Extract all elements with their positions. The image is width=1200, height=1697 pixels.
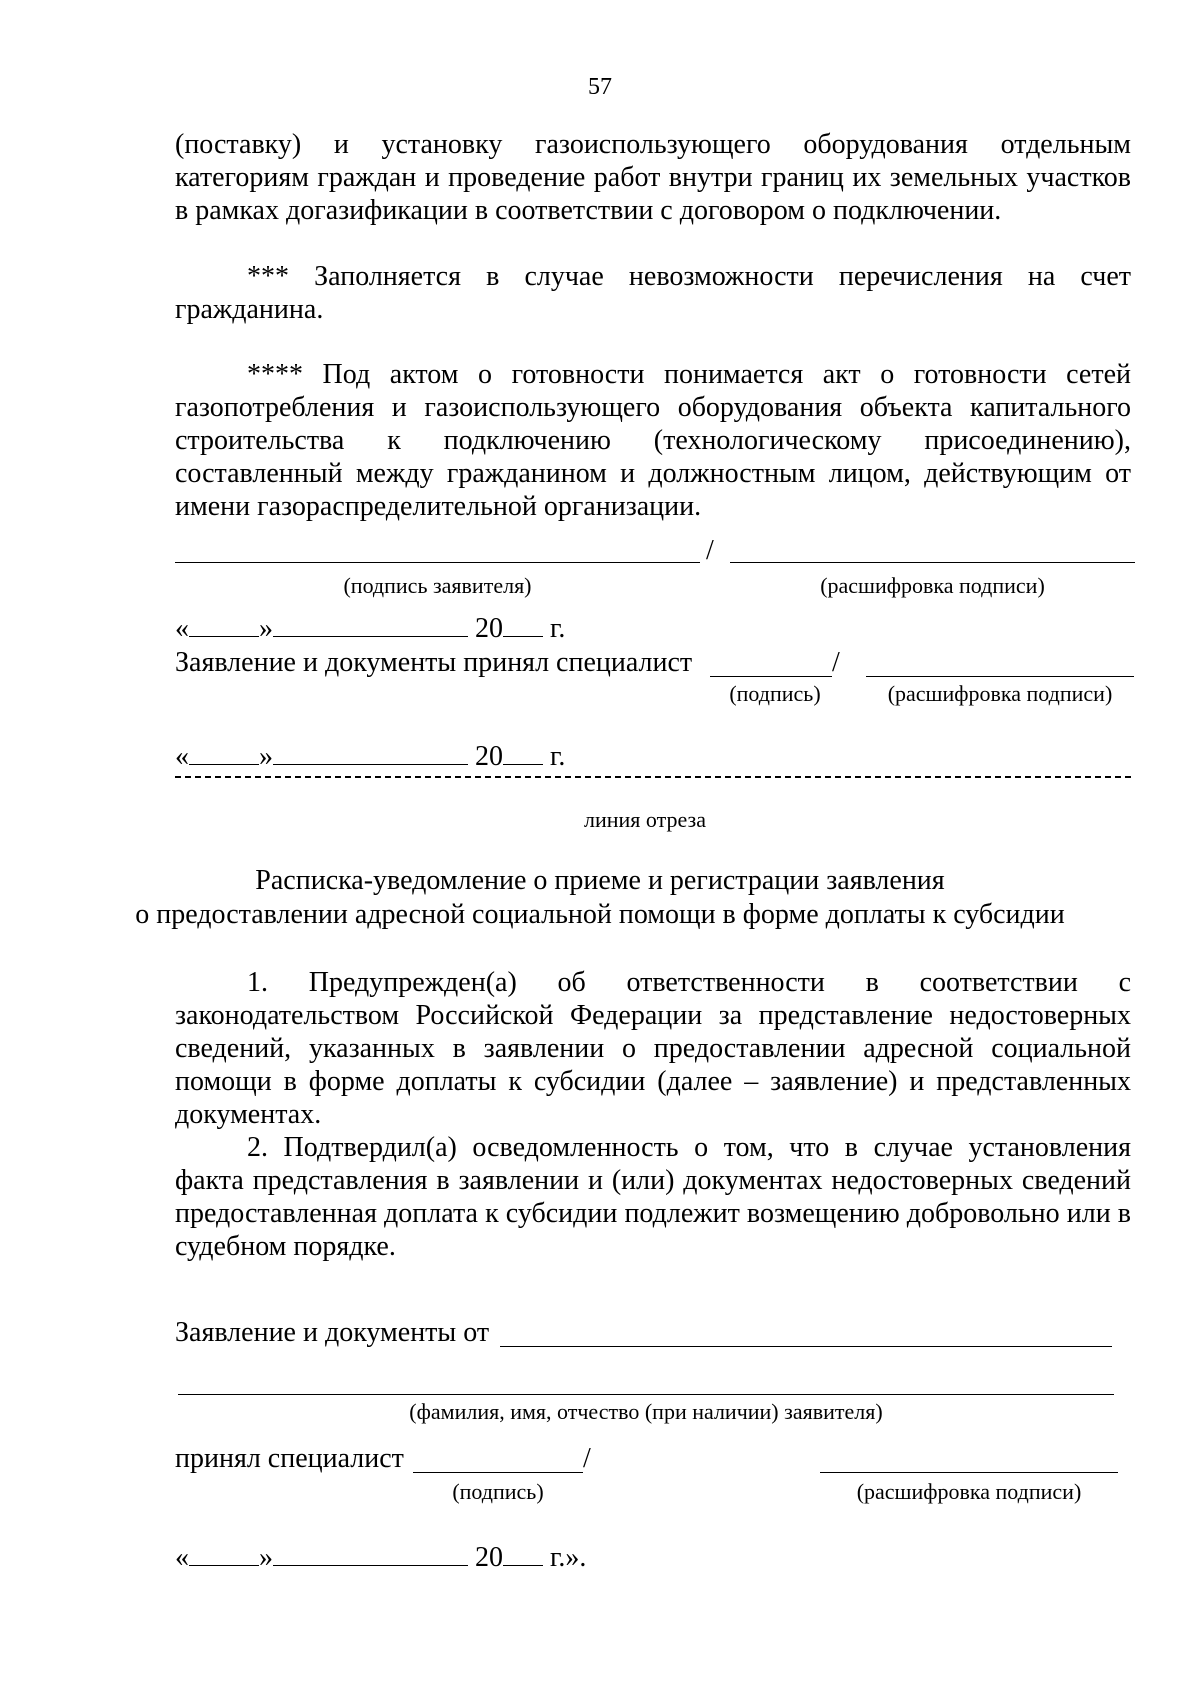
page-number: 57	[588, 74, 612, 100]
date-close-quote: »	[259, 613, 273, 644]
receipt-item-1	[175, 966, 1131, 1131]
specialist-slash: /	[583, 1443, 591, 1474]
footnote-3	[175, 260, 1131, 326]
year-suffix: г.	[550, 613, 566, 644]
cut-line	[175, 776, 1131, 778]
year-field[interactable]	[503, 612, 543, 637]
year-field[interactable]	[503, 1541, 543, 1566]
month-field[interactable]	[273, 612, 468, 637]
applicant-name-caption: (фамилия, имя, отчество (при наличии) заявителя)	[409, 1399, 883, 1424]
caption-specialist-decoding: (расшифровка подписи)	[887, 681, 1113, 706]
footnote-4-text: **** Под актом о готовности понимается акт о готовности сетей газопотребления и газоиспользующего оборудования объекта капитального строительства к подключению (технологическому присоединению), составленный между гражданином и должностным лицом, действующим от имени газораспределительной организации.	[175, 359, 1131, 522]
date-open-quote: «	[175, 741, 189, 772]
receipt-title-line-1: Расписка-уведомление о приеме и регистрации заявления	[255, 865, 945, 896]
date-line-3	[175, 1541, 586, 1575]
footnote-3-text: *** Заполняется в случае невозможности перечисления на счет гражданина.	[175, 261, 1131, 325]
day-field[interactable]	[189, 740, 259, 765]
month-field[interactable]	[273, 1541, 468, 1566]
receipt-title-line-2: о предоставлении адресной социальной помощи в форме доплаты к субсидии	[135, 899, 1065, 930]
applicant-signature-line[interactable]	[175, 562, 700, 563]
date-open-quote: «	[175, 1542, 189, 1573]
caption-applicant-decoding: (расшифровка подписи)	[820, 573, 1045, 598]
month-field[interactable]	[273, 740, 468, 765]
specialist-decoding-line[interactable]	[866, 676, 1134, 677]
date-close-quote: »	[259, 741, 273, 772]
cut-line-label: линия отреза	[584, 807, 706, 832]
caption-specialist-signature: (подпись)	[729, 681, 821, 706]
applicant-name-line-1[interactable]	[500, 1346, 1112, 1347]
receipt-item-2	[175, 1131, 1131, 1263]
receipt-item-1-text: 1. Предупрежден(а) об ответственности в соответствии с законодательством Российской Федерации за представление недостоверных сведений, указанных в заявлении о предоставлении адресной социальной помощи в форме доплаты к субсидии (далее – заявление) и представленных документах.	[175, 967, 1131, 1130]
day-field[interactable]	[189, 1541, 259, 1566]
footnote-4	[175, 358, 1131, 523]
date-line-1	[175, 612, 565, 646]
specialist-slash: /	[832, 647, 840, 678]
paragraph-continuation: (поставку) и установку газоиспользующего оборудования отдельным категориям граждан и проведение работ внутри границ их земельных участков в рамках догазификации в соответствии с договором о подключении.	[175, 129, 1131, 226]
applicant-name-line-2[interactable]	[178, 1394, 1114, 1395]
day-field[interactable]	[189, 612, 259, 637]
specialist-decoding-line[interactable]	[820, 1472, 1118, 1473]
date-open-quote: «	[175, 613, 189, 644]
date-line-2	[175, 740, 565, 774]
caption-specialist-signature: (подпись)	[452, 1479, 544, 1504]
signature-slash: /	[706, 535, 714, 566]
applicant-decoding-line[interactable]	[730, 562, 1135, 563]
date-close-quote: »	[259, 1542, 273, 1573]
documents-from-label: Заявление и документы от	[175, 1317, 490, 1348]
year-prefix: 20	[475, 613, 503, 644]
year-suffix: г.	[550, 741, 566, 772]
receipt-item-2-text: 2. Подтвердил(а) осведомленность о том, что в случае установления факта представления в заявлении и (или) документах недостоверных сведений предоставленная доплата к субсидии подлежит возмещению добровольно или в судебном порядке.	[175, 1132, 1131, 1262]
year-prefix: 20	[475, 741, 503, 772]
year-prefix: 20	[475, 1542, 503, 1573]
caption-applicant-signature: (подпись заявителя)	[343, 573, 532, 598]
specialist-signature-line[interactable]	[710, 676, 832, 677]
specialist-signature-line[interactable]	[413, 1472, 583, 1473]
caption-specialist-decoding: (расшифровка подписи)	[856, 1479, 1082, 1504]
accepted-label: Заявление и документы принял специалист	[175, 647, 693, 678]
year-suffix-final: г.».	[550, 1542, 587, 1573]
year-field[interactable]	[503, 740, 543, 765]
accepted-specialist-label: принял специалист	[175, 1443, 404, 1474]
